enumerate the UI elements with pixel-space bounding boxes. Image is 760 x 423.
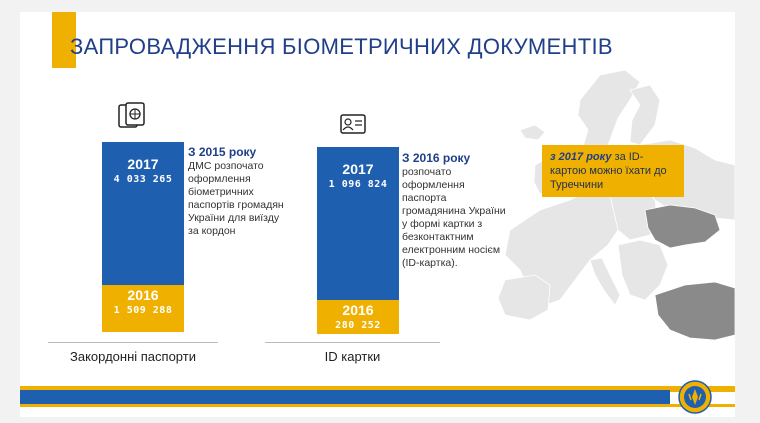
slide <box>20 12 735 417</box>
id-card-icon <box>340 114 366 134</box>
idcards-2017-segment <box>317 147 399 300</box>
idcards-note-body: розпочато оформлення паспорта громадянина України у формі картки з безконтактним електронним носієм (ID-картка). <box>402 166 506 269</box>
passports-category-label: Закордонні паспорти <box>70 349 196 364</box>
passports-note-body: ДМС розпочато оформлення біометричних паспортів громадян України для виїзду за кордон <box>188 160 284 237</box>
passports-2016-value: 1 509 288 <box>113 305 173 316</box>
passports-2016-segment <box>102 285 184 332</box>
idcards-bar <box>317 147 399 334</box>
idcards-2017-value: 1 096 824 <box>328 179 388 190</box>
callout-body: за ID-картою можно їхати до Туреччини <box>550 151 667 191</box>
idcards-category-label: ID картки <box>324 349 381 364</box>
passports-bar <box>102 142 184 332</box>
idcards-2016-value: 280 252 <box>335 320 381 331</box>
passports-2016-year: 2016 <box>127 287 159 303</box>
passport-icon <box>116 102 148 130</box>
idcards-2016-year: 2016 <box>342 302 374 318</box>
idcards-axis-line <box>265 342 440 343</box>
idcards-note-head: З 2016 року <box>402 151 471 165</box>
idcards-2017-year: 2017 <box>342 161 374 177</box>
footer-stripe-blue <box>20 390 670 404</box>
passports-2017-value: 4 033 265 <box>113 174 173 185</box>
idcards-2016-segment <box>317 300 399 334</box>
page-title: ЗАПРОВАДЖЕННЯ БІОМЕТРИЧНИХ ДОКУМЕНТІВ <box>70 34 613 59</box>
passports-note <box>188 146 288 238</box>
idcards-note <box>402 152 510 270</box>
passports-2017-year: 2017 <box>127 156 159 172</box>
callout-head: з 2017 року <box>550 151 612 163</box>
passports-note-head: З 2015 року <box>188 145 257 159</box>
passports-2017-segment <box>102 142 184 285</box>
passports-axis-line <box>48 342 218 343</box>
turkey-region <box>655 282 735 340</box>
europe-map <box>490 70 735 390</box>
turkey-callout <box>542 145 684 197</box>
footer-stripe-yellow-bottom <box>20 404 735 407</box>
service-emblem-icon <box>678 380 712 414</box>
